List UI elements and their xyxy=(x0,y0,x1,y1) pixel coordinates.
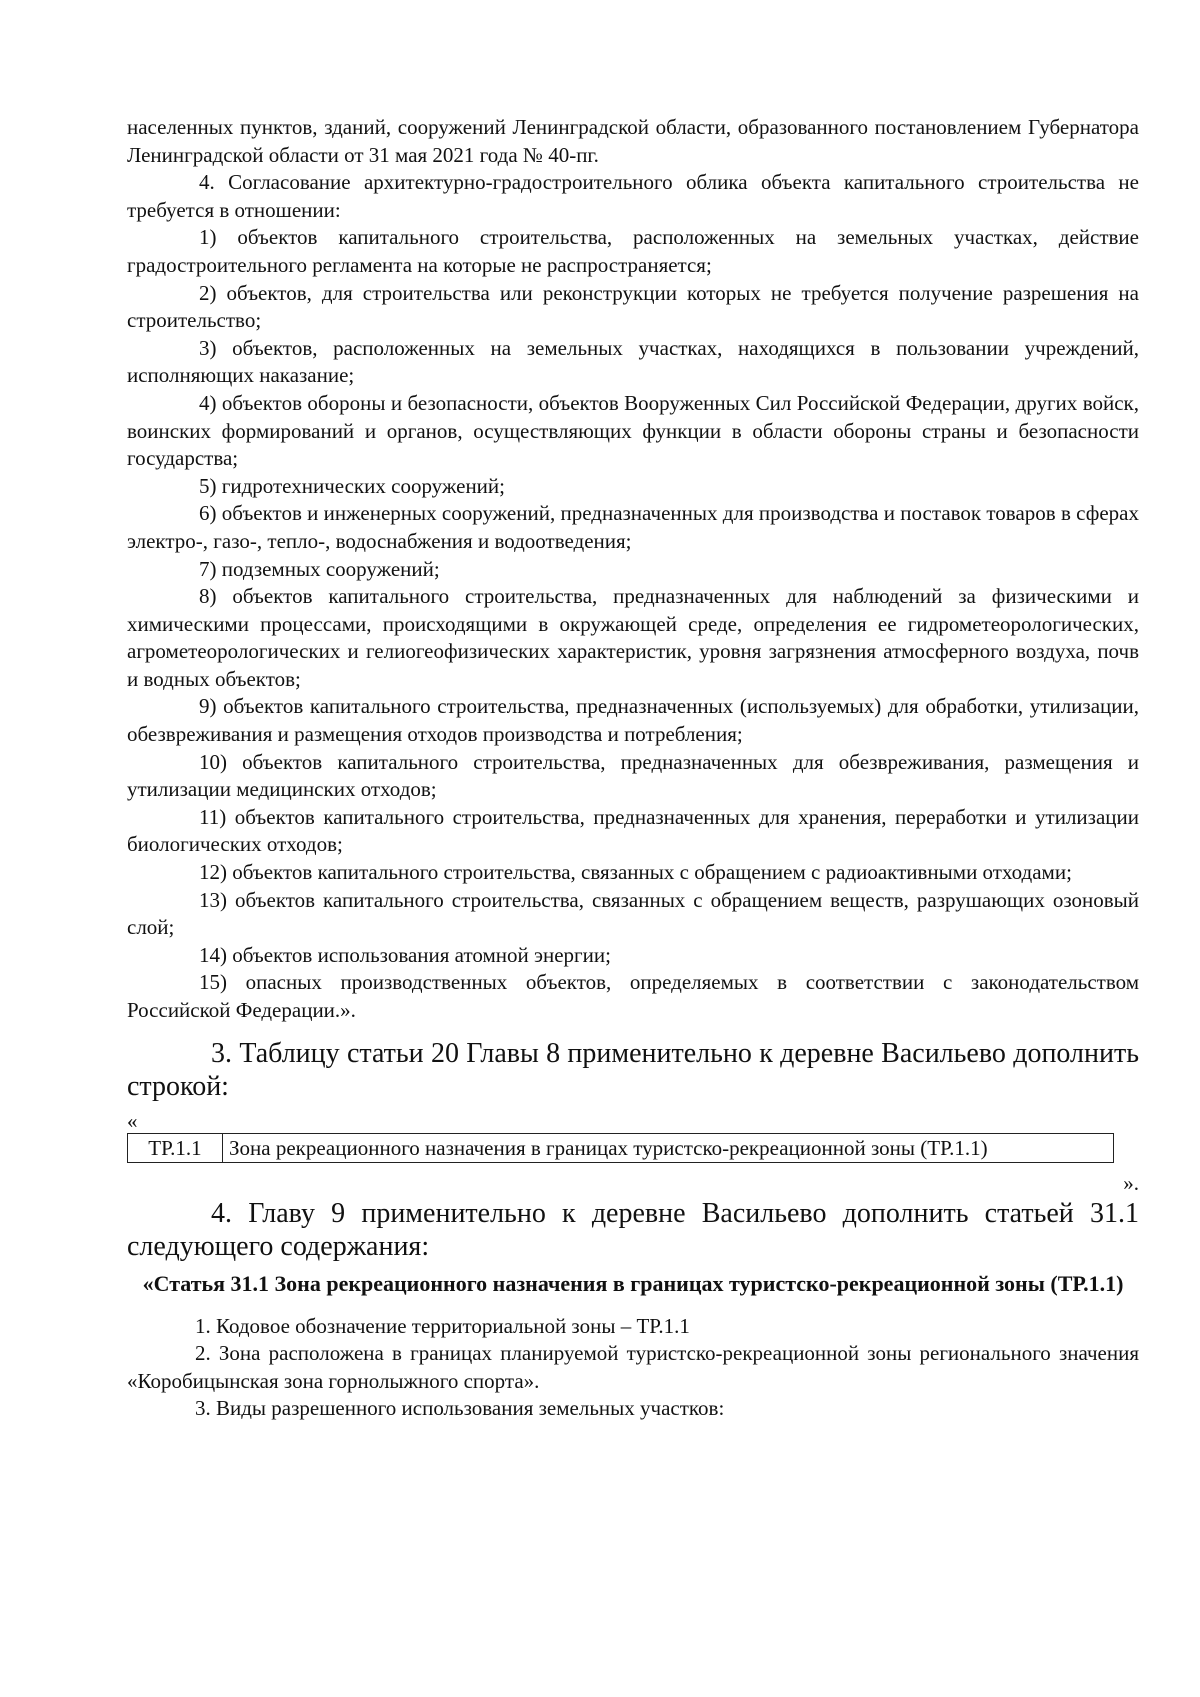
section4-item-14: 14) объектов использования атомной энергии; xyxy=(199,942,611,967)
zone-code-cell: ТР.1.1 xyxy=(128,1133,223,1162)
article-point-2: 2. Зона расположена в границах планируемой туристско-рекреационной зоны регионального значения «Коробицынская зона горнолыжного спорта». xyxy=(127,1341,1139,1393)
section4-heading: 4. Согласование архитектурно-градостроительного облика объекта капитального строительства не требуется в отношении: xyxy=(127,170,1139,222)
document-page xyxy=(127,114,1139,1423)
section4-item-9: 9) объектов капитального строительства, предназначенных (используемых) для обработки, утилизации, обезвреживания и размещения отходов производства и потребления; xyxy=(127,694,1139,747)
section4-item-11: 11) объектов капитального строительства, предназначенных для хранения, переработки и утилизации биологических отходов; xyxy=(127,804,1139,857)
section4-item-10: 10) объектов капитального строительства, предназначенных для обезвреживания, размещения и утилизации медицинских отходов; xyxy=(127,749,1139,802)
article-title: «Статья 31.1 Зона рекреационного назначения в границах туристско-рекреационной зоны (ТР.1.1) xyxy=(142,1270,1124,1296)
section4-item-5: 5) гидротехнических сооружений; xyxy=(199,473,505,498)
quote-open-mark: « xyxy=(127,1108,138,1133)
section4-item-2: 2) объектов, для строительства или реконструкции которых не требуется получение разрешения на строительство; xyxy=(127,280,1139,333)
table-row xyxy=(128,1133,1114,1162)
section4-item-6: 6) объектов и инженерных сооружений, предназначенных для производства и поставок товаров в сферах электро-, газо-, тепло-, водоснабжения и водоотведения; xyxy=(127,501,1139,553)
zone-description-cell: Зона рекреационного назначения в границах туристско-рекреационной зоны (ТР.1.1) xyxy=(223,1133,1114,1162)
amendment-3-text: 3. Таблицу статьи 20 Главы 8 применительно к деревне Васильево дополнить строкой: xyxy=(127,1037,1139,1102)
article-point-3: 3. Виды разрешенного использования земельных участков: xyxy=(195,1396,725,1421)
article-point-1: 1. Кодовое обозначение территориальной зоны – ТР.1.1 xyxy=(195,1313,690,1338)
section4-item-4: 4) объектов обороны и безопасности, объектов Вооруженных Сил Российской Федерации, других войск, воинских формирований и органов, осуществляющих функции в области обороны страны и безопасности государства; xyxy=(127,390,1139,471)
intro-paragraph: населенных пунктов, зданий, сооружений Ленинградской области, образованного постановлением Губернатора Ленинградской области от 31 мая 2021 года № 40-пг. xyxy=(127,115,1139,167)
section4-item-7: 7) подземных сооружений; xyxy=(199,556,440,581)
zone-table xyxy=(127,1133,1114,1163)
section4-item-15: 15) опасных производственных объектов, определяемых в соответствии с законодательством Российской Федерации.». xyxy=(127,970,1139,1022)
section4-item-3: 3) объектов, расположенных на земельных участках, находящихся в пользовании учреждений, исполняющих наказание; xyxy=(127,335,1139,388)
section4-item-13: 13) объектов капитального строительства, связанных с обращением веществ, разрушающих озоновый слой; xyxy=(127,887,1139,940)
amendment-4-text: 4. Главу 9 применительно к деревне Васильево дополнить статьей 31.1 следующего содержания: xyxy=(127,1197,1139,1262)
section4-item-1: 1) объектов капитального строительства, расположенных на земельных участках, действие градостроительного регламента на которые не распространяется; xyxy=(127,225,1139,277)
section4-item-8: 8) объектов капитального строительства, предназначенных для наблюдений за физическими и химическими процессами, происходящими в окружающей среде, определения ее гидрометеорологических, агрометеорологических и гелиогеофизических характеристик, уровня загрязнения атмосферного воздуха, почв и водных объектов; xyxy=(127,584,1139,691)
quote-close-mark: ». xyxy=(1123,1170,1139,1195)
section4-item-12: 12) объектов капитального строительства, связанных с обращением с радиоактивными отходами; xyxy=(199,860,1072,885)
